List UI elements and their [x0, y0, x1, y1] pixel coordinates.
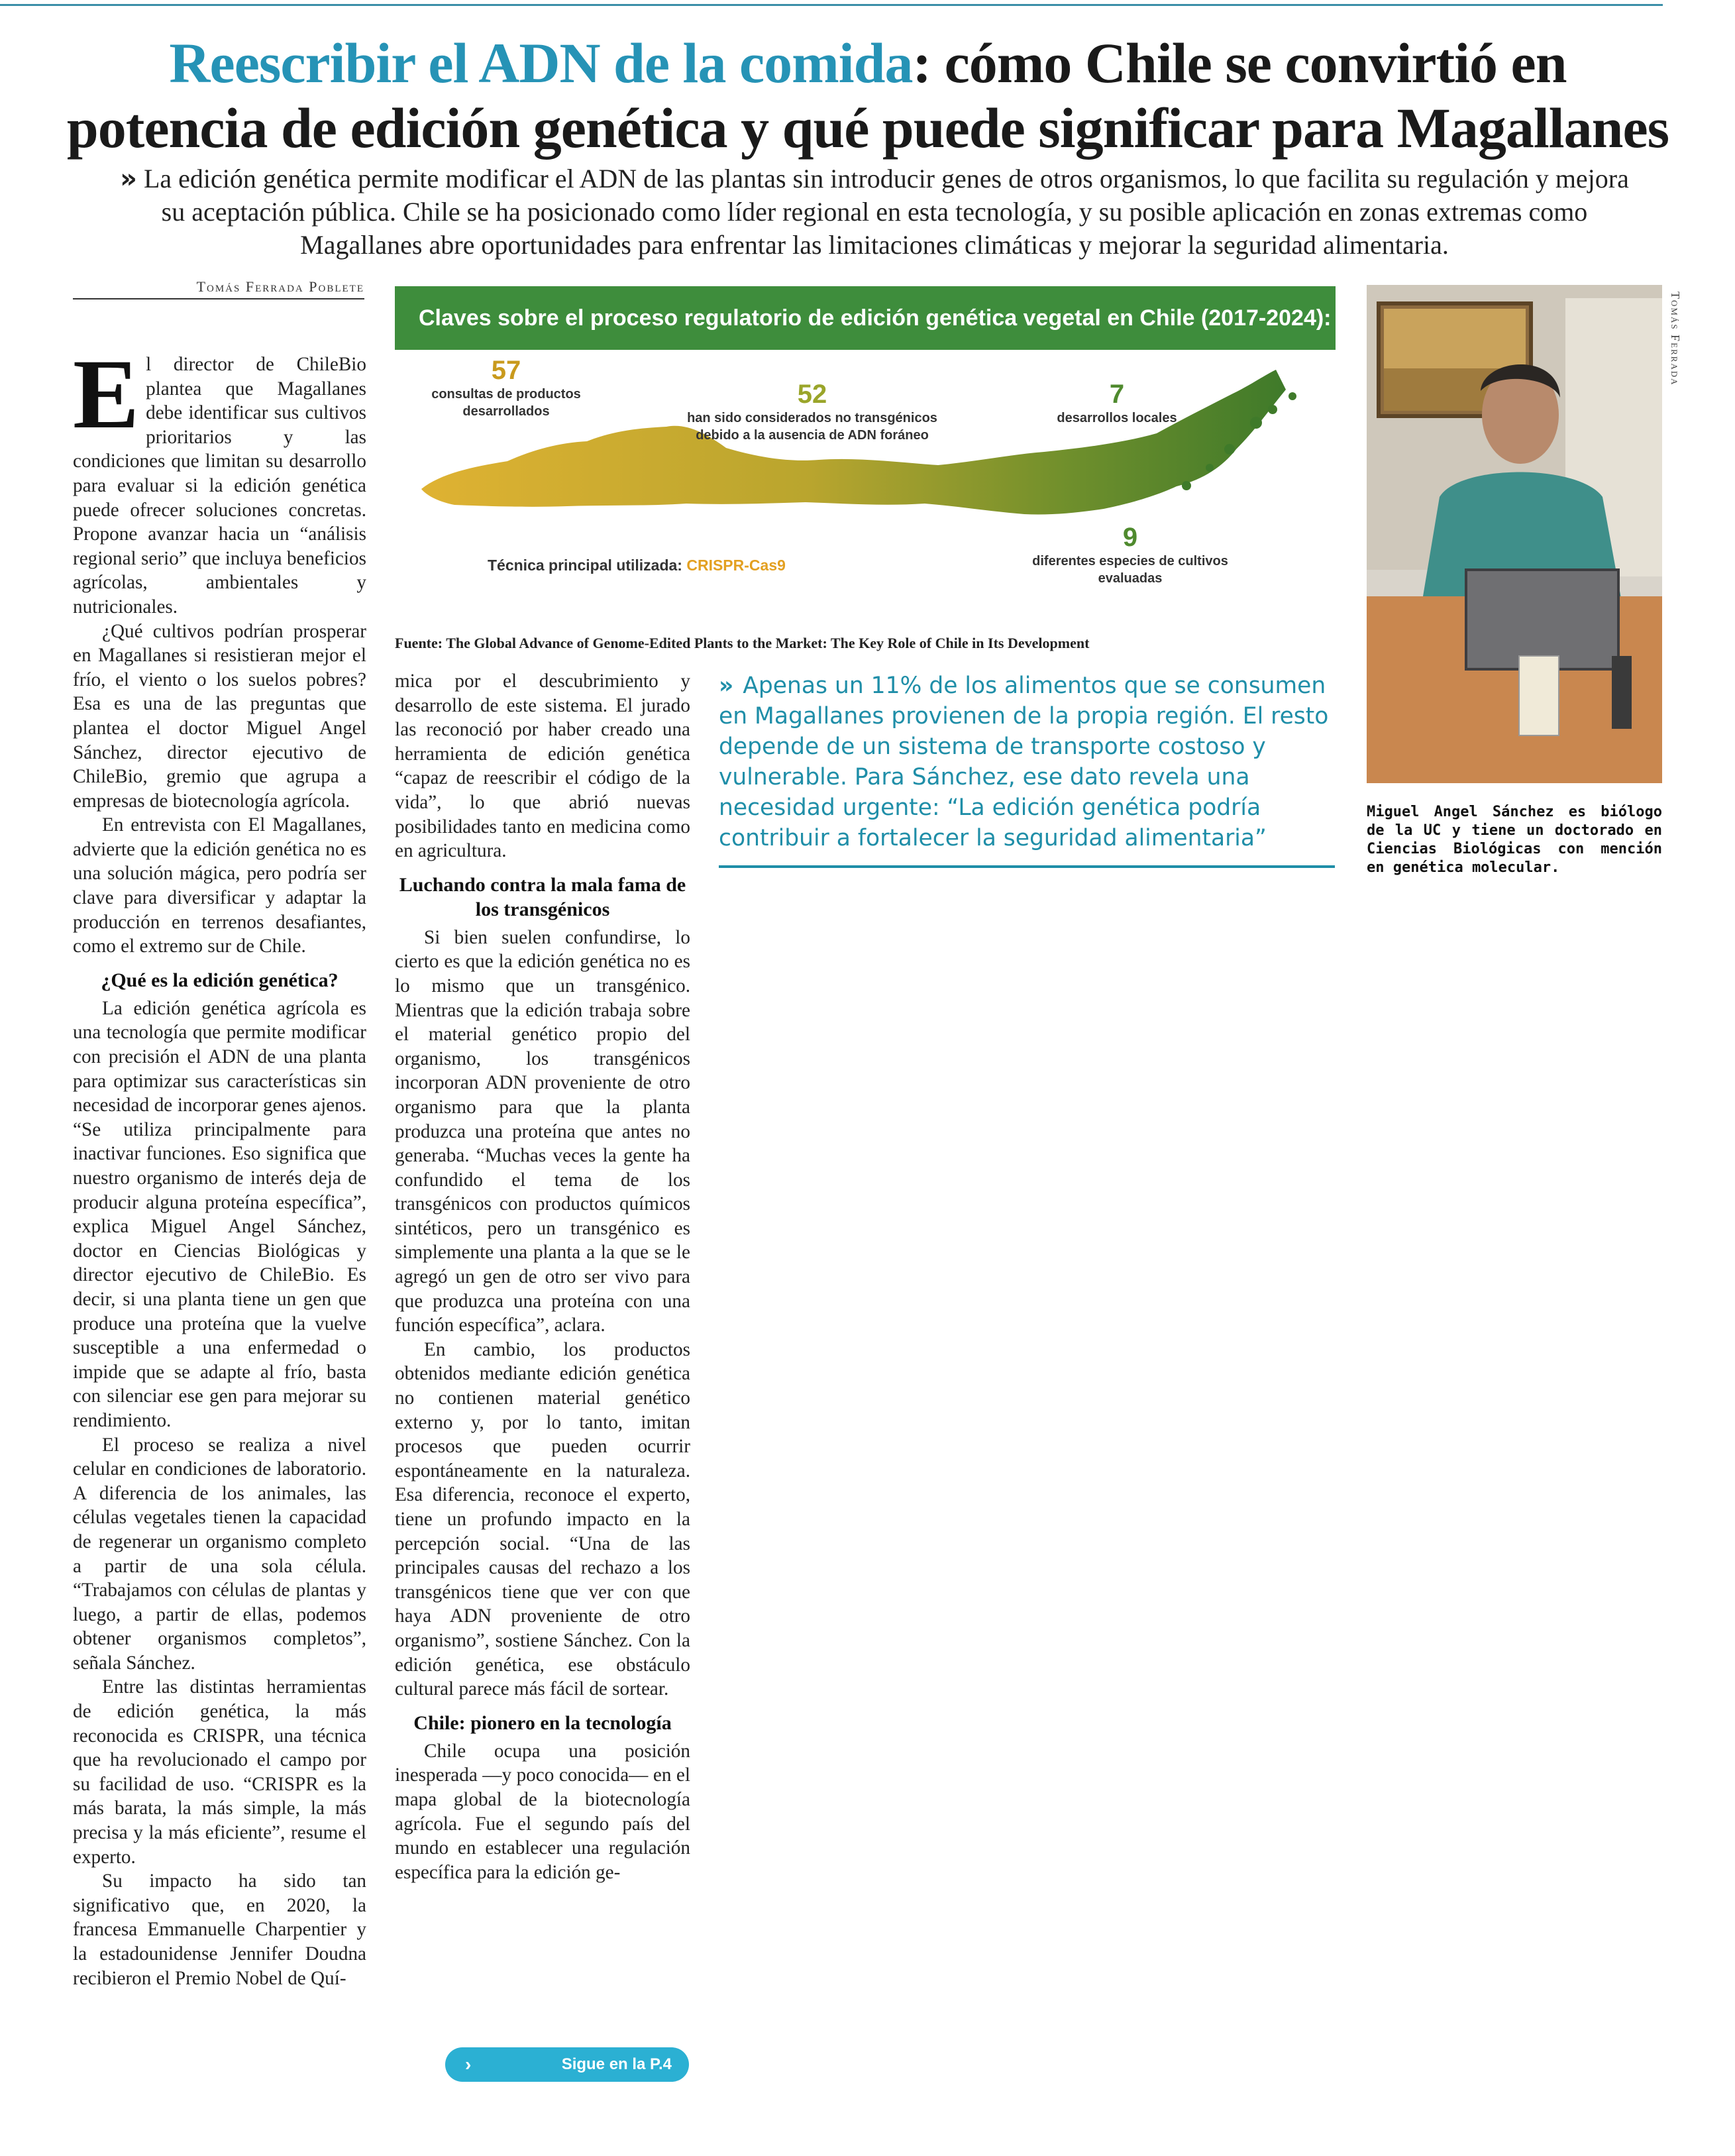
paragraph: El proceso se realiza a nivel celular en condiciones de laboratorio. A diferencia de los animales, las células vegetales tienen la capacidad de regenerar un organismo completo a partir de una sola célula. “Trabajamos con células de plantas y luego, a partir de ellas, podemos obtener organismos completos”, señala Sánchez. — [73, 1434, 366, 1674]
headline — [66, 30, 1669, 160]
technique-line: Técnica principal utilizada: CRISPR-Cas9 — [488, 557, 786, 574]
continue-on-page-button[interactable] — [445, 2047, 689, 2082]
paragraph: Chile ocupa una posición inesperada —y poco conocida— en el mapa global de la biotecnología agrícola. Fue el segundo país del mundo en establecer una regulación específica para la edición ge- — [395, 1740, 690, 1883]
subhead-text: La edición genética permite modificar el ADN de las plantas sin introducir genes de otros organismos, lo que facilita su regulación y mejora su aceptación pública. Chile se ha posicionado como líder regional en esta tecnología, y su posible aplicación en zonas extremas como Magallanes abre oportunidades para enfrentar las limitaciones climáticas y mejorar la seguridad alimentaria. — [143, 164, 1629, 260]
paragraph: En cambio, los productos obtenidos mediante edición genética no contienen material genético externo y, por lo tanto, imitan procesos que pueden ocurrir espontáneamente en la naturaleza. Esa diferencia, reconoce el experto, tiene un profundo impacto en la percepción social. “Una de las principales causas del rechazo a los transgénicos tiene que ver con que haya ADN proveniente de otro organismo”, sostiene Sánchez. Con la edición genética, ese obstáculo cultural parece más fácil de sortear. — [395, 1338, 690, 1700]
subhead-chevron-icon: » — [120, 164, 137, 194]
paragraph: El director de ChileBio plantea que Magallanes debe identificar sus cultivos prioritarios y las condiciones que limitan su desarrollo para evaluar si la edición genética puede ofrecer soluciones concretas. Propone avanzar hacia un “análisis regional serio” que incluya beneficios agrícolas, ambientales y nutricionales. — [73, 339, 366, 618]
quote-chevron-icon: » — [719, 673, 734, 699]
pull-quote — [719, 671, 1335, 868]
headline-line2: potencia de edición genética y qué puede significar para Magallanes — [66, 96, 1669, 160]
section-heading: Luchando contra la mala fama de los transgénicos — [399, 873, 686, 920]
top-rule — [0, 4, 1663, 6]
drop-cap: E — [73, 339, 140, 449]
paragraph: Entre las distintas herramientas de edición genética, la más reconocida es CRISPR, una técnica que ha revolucionado el campo por su facilidad de uso. “CRISPR es la más barata, la más simple, la más precisa y la más eficiente”, resume el experto. — [73, 1676, 366, 1868]
paragraph: mica por el descubrimiento y desarrollo de este sistema. El jurado las reconoció por haber creado una herramienta de edición genética “capaz de reescribir el código de la vida”, lo que abrió nuevas posibilidades tanto en medicina como en agricultura. — [395, 671, 690, 862]
stat-consultas: 57 consultas de productos desarrollados — [431, 356, 581, 419]
infographic-title: Claves sobre el proceso regulatorio de edición genética vegetal en Chile (2017-2024): — [395, 286, 1336, 350]
technique-value: CRISPR-Cas9 — [686, 557, 786, 574]
paragraph: La edición genética agrícola es una tecnología que permite modificar con precisión el ADN de una planta para optimizar sus características sin necesidad de incorporar genes ajenos. “Se utiliza principalmente para inactivar funciones. Eso significa que nuestro organismo de interés deja de producir alguna proteína específica”, explica Miguel Angel Sánchez, doctor en Ciencias Biológicas y director ejecutivo de ChileBio. Es decir, si una planta tiene un gen que produce una proteína que la vuelve susceptible a una enfermedad o impide que se adapte al frío, basta con silenciar ese gen para mejorar su rendimiento. — [73, 997, 366, 1431]
article-column-1 — [73, 339, 366, 1990]
headline-rest: : cómo Chile se convirtió en — [912, 31, 1567, 95]
section-heading: Chile: pionero en la tecnología — [413, 1711, 672, 1734]
quote-text: Apenas un 11% de los alimentos que se consumen en Magallanes provienen de la propia región. El resto depende de un sistema de transporte costoso y vulnerable. Para Sánchez, ese dato revela una necesidad urgente: “La edición genética podría contribuir a fortalecer la seguridad alimentaria” — [719, 673, 1329, 851]
chevron-right-icon: › — [465, 2054, 472, 2075]
section-heading: ¿Qué es la edición genética? — [101, 969, 339, 991]
infographic-source: Fuente: The Global Advance of Genome-Edited Plants to the Market: The Key Role of Chile in Its Development — [395, 635, 1090, 651]
paragraph: En entrevista con El Magallanes, advierte que la edición genética no es una solución mágica, pero podría ser clave para diversificar y adaptar la producción en terrenos desafiantes, como el extremo sur de Chile. — [73, 814, 366, 957]
paragraph: Si bien suelen confundirse, lo cierto es que la edición genética no es lo mismo que un transgénico. Mientras que la edición trabaja sobre el material genético propio del organismo, los transgénicos incorporan ADN proveniente de otro organismo para que la planta produzca una proteína que antes no generaba. “Muchas veces la gente ha confundido el tema de los transgénicos con productos químicos sintéticos, pero un transgénico es simplemente una planta a la que se le agregó un gen de otro ser vivo para que produzca una proteína con una función específica”, aclara. — [395, 926, 690, 1336]
photo-caption: Miguel Angel Sánchez es biólogo de la UC y tiene un doctorado en Ciencias Biológicas con mención en genética molecular. — [1367, 804, 1662, 876]
article-column-2 — [395, 669, 690, 1884]
stat-no-transgenicos: 52 han sido considerados no transgénicos debido a la ausencia de ADN foráneo — [687, 380, 937, 443]
portrait-photo — [1367, 285, 1662, 783]
stat-especies: 9 diferentes especies de cultivos evaluadas — [1032, 523, 1228, 586]
photo-illustration — [1367, 285, 1662, 783]
byline: Tomás Ferrada Poblete — [73, 278, 364, 299]
photo-credit: Tomás Ferrada — [1669, 292, 1682, 386]
infographic — [395, 286, 1336, 647]
stat-desarrollos-locales: 7 desarrollos locales — [1057, 380, 1177, 425]
paragraph: Su impacto ha sido tan significativo que, en 2020, la francesa Emmanuelle Charpentier y la estadounidense Jennifer Doudna recibieron el Premio Nobel de Quí- — [73, 1870, 366, 1989]
subheadline — [113, 162, 1636, 262]
paragraph: ¿Qué cultivos podrían prosperar en Magallanes si resistieran mejor el frío, el viento o los suelos pobres? Esa es una de las preguntas que plantea el doctor Miguel Angel Sánchez, director ejecutivo de ChileBio, gremio que agrupa a empresas de biotecnología agrícola. — [73, 620, 366, 812]
continue-label: Sigue en la P.4 — [561, 2055, 672, 2073]
headline-highlight: Reescribir el ADN de la comida — [169, 31, 913, 95]
